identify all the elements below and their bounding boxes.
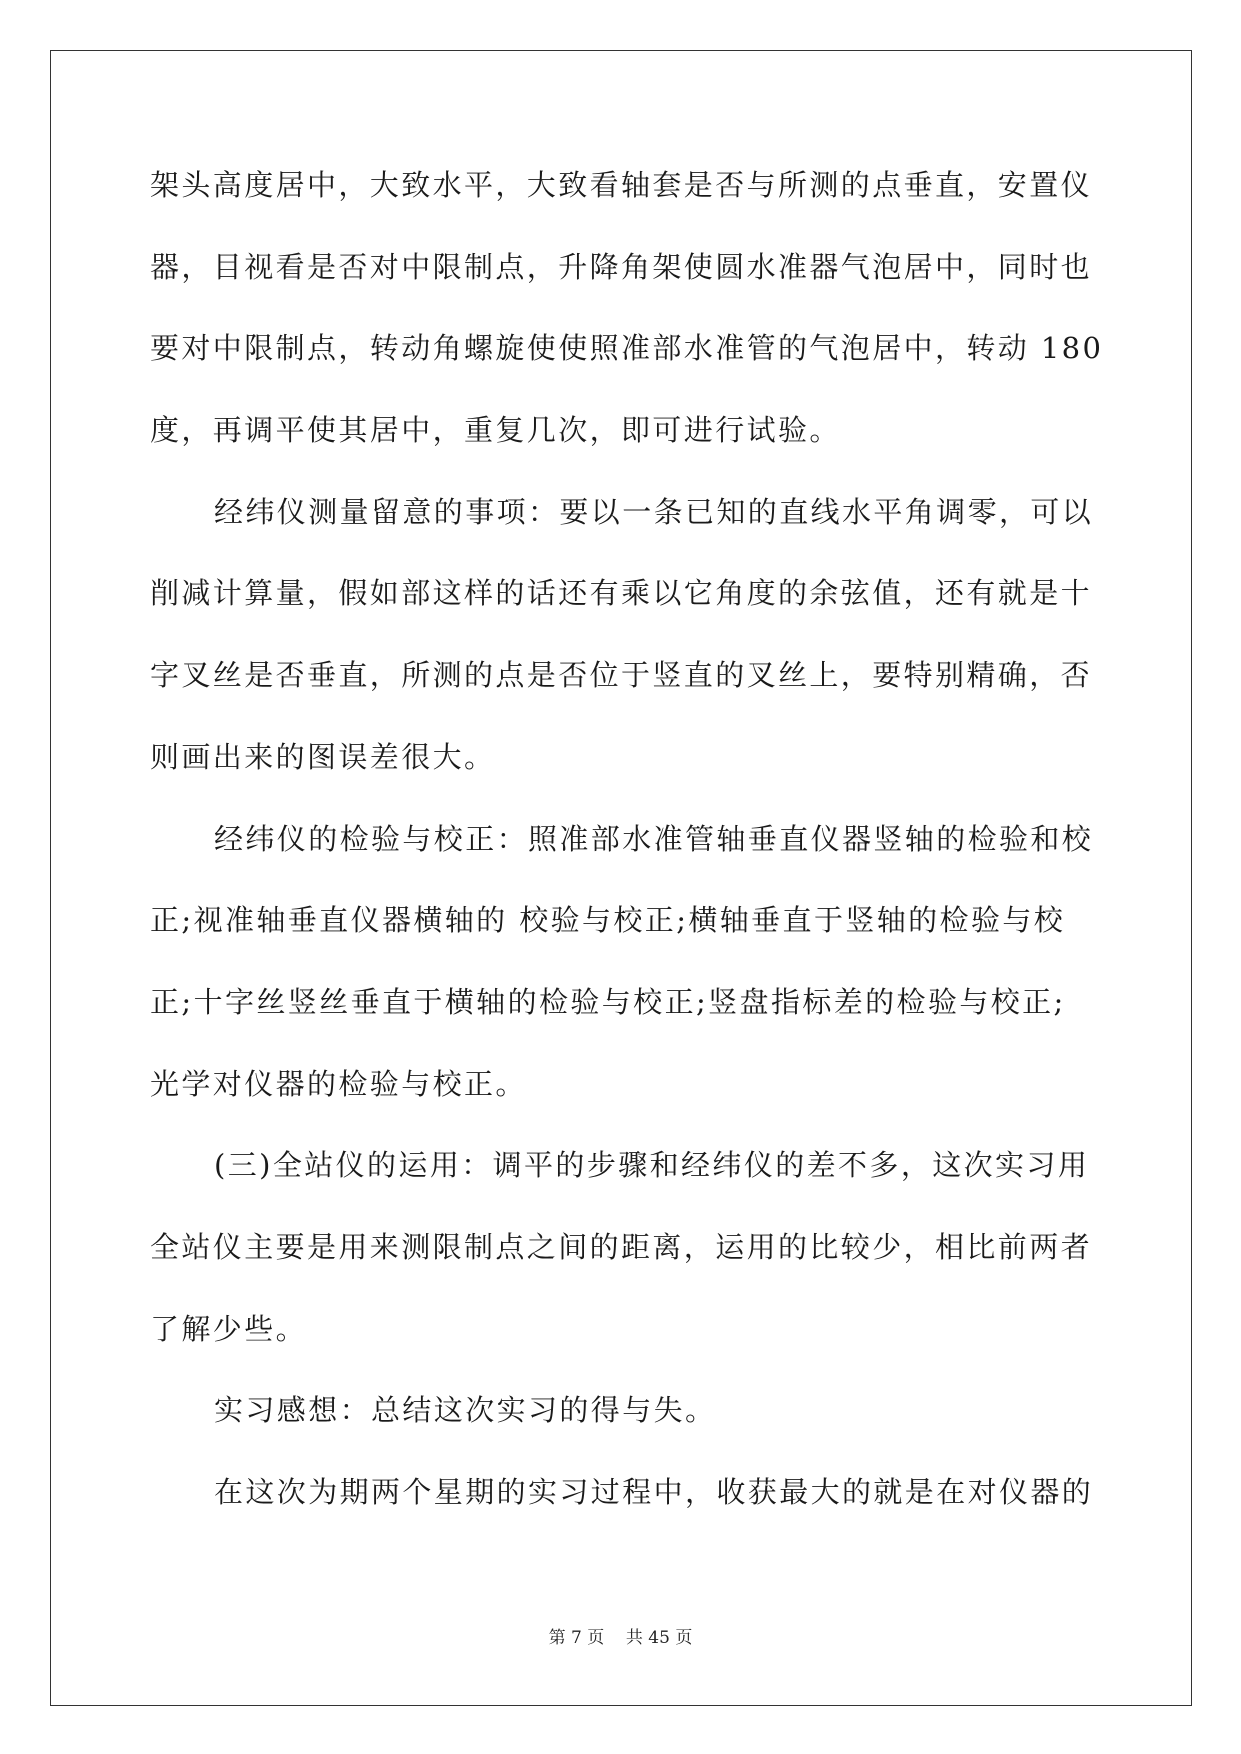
text-line: 正;十字丝竖丝垂直于横轴的检验与校正;竖盘指标差的检验与校正; (150, 984, 1066, 1019)
text-line: 字叉丝是否垂直，所测的点是否位于竖直的叉丝上，要特别精确，否 (150, 658, 1093, 693)
text-line: 经纬仪测量留意的事项：要以一条已知的直线水平角调零，可以 (214, 494, 1094, 529)
page-footer (0, 1626, 1241, 1650)
footer-spacer (604, 1628, 626, 1648)
text-line: 实习感想：总结这次实习的得与失。 (214, 1393, 717, 1428)
text-line: 光学对仪器的检验与校正。 (150, 1066, 527, 1101)
text-line: 则画出来的图误差很大。 (150, 739, 496, 774)
text-line: 在这次为期两个星期的实习过程中，收获最大的就是在对仪器的 (214, 1475, 1094, 1509)
text-line: 度，再调平使其居中，重复几次，即可进行试验。 (150, 413, 841, 448)
page-number: 第 7 页 (548, 1628, 605, 1648)
text-line: 器，目视看是否对中限制点，升降角架使圆水准器气泡居中，同时也 (150, 249, 1093, 284)
text-line: 削减计算量，假如部这样的话还有乘以它角度的余弦值，还有就是十 (150, 576, 1093, 611)
text-line: (三)全站仪的运用：调平的步骤和经纬仪的差不多，这次实习用 (214, 1148, 1090, 1183)
page-total: 共 45 页 (625, 1628, 693, 1648)
text-line: 全站仪主要是用来测限制点之间的距离，运用的比较少，相比前两者 (150, 1229, 1093, 1264)
text-line: 架头高度居中，大致水平，大致看轴套是否与所测的点垂直，安置仪 (150, 168, 1093, 202)
text-line: 经纬仪的检验与校正：照准部水准管轴垂直仪器竖轴的检验和校 (214, 821, 1094, 856)
text-line: 要对中限制点，转动角螺旋使使照准部水准管的气泡居中，转动 180 (150, 331, 1104, 366)
text-line: 正;视准轴垂直仪器横轴的 校验与校正;横轴垂直于竖轴的检验与校 (150, 903, 1066, 938)
document-body (150, 160, 1104, 1549)
text-line: 了解少些。 (150, 1311, 308, 1346)
